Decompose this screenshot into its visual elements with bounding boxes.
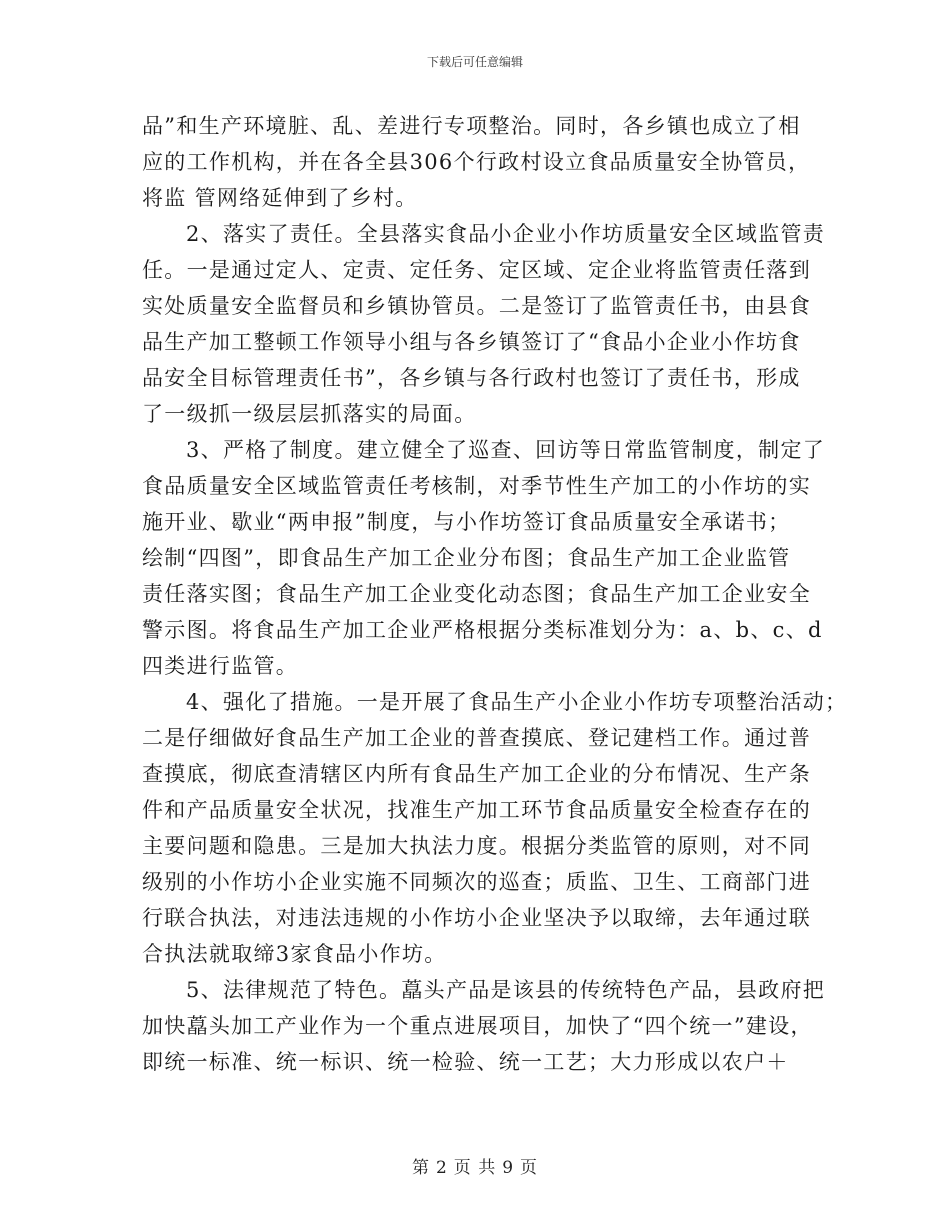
text-line: 责任落实图；食品生产加工企业变化动态图；食品生产加工企业安全 [142,582,811,606]
text-line: 绘制“四图”，即食品生产加工企业分布图；食品生产加工企业监管 [142,546,791,570]
text-line: 任。一是通过定人、定责、定任务、定区域、定企业将监管责任落到 [142,258,811,282]
text-line: 品生产加工整顿工作领导小组与各乡镇签订了“食品小企业小作坊食 [142,330,801,354]
text-line: 了一级抓一级层层抓落实的局面。 [142,402,477,426]
paragraph-start-line: 5、法律规范了特色。藠头产品是该县的传统特色产品，县政府把 [186,978,826,1002]
text-line: 品”和生产环境脏、乱、差进行专项整治。同时，各乡镇也成立了相 [142,114,801,138]
page-header: 下载后可任意编辑 [426,55,523,69]
text-line: 主要问题和隐患。三是加大执法力度。根据分类监管的原则，对不同 [142,834,811,858]
text-line: 行联合执法，对违法违规的小作坊小企业坚决予以取缔，去年通过联 [142,906,811,930]
paragraph-start-line: 4、强化了措施。一是开展了食品生产小企业小作坊专项整治活动； [186,690,848,714]
text-line: 品安全目标管理责任书”，各乡镇与各行政村也签订了责任书，形成 [142,366,801,390]
text-line: 实处质量安全监督员和乡镇协管员。二是签订了监管责任书，由县食 [142,294,811,318]
text-line: 警示图。将食品生产加工企业严格根据分类标准划分为：a、b、c、d [142,618,823,642]
text-line: 食品质量安全区域监管责任考核制，对季节性生产加工的小作坊的实 [142,474,811,498]
page-footer-middle: 页 共 [453,1158,497,1178]
text-line: 四类进行监管。 [142,654,299,678]
page-footer-suffix: 页 [520,1158,539,1178]
total-pages-number: 9 [502,1158,515,1178]
text-line: 将监 管网络延伸到了乡村。 [142,186,418,210]
text-line: 件和产品质量安全状况，找准生产加工环节食品质量安全检查存在的 [142,798,811,822]
document-body [142,108,848,1080]
text-line: 级别的小作坊小企业实施不同频次的巡查；质监、卫生、工商部门进 [142,870,811,894]
text-line: 合执法就取缔3家食品小作坊。 [142,942,447,966]
page-footer-prefix: 第 [411,1158,430,1178]
text-line: 加快藠头加工产业作为一个重点进展项目，加快了“四个统一”建设， [142,1014,813,1038]
text-line: 应的工作机构，并在各全县306个行政村设立食品质量安全协管员， [142,150,811,174]
text-line: 即统一标准、统一标识、统一检验、统一工艺；大力形成以农户＋ [142,1050,789,1074]
text-line: 施开业、歇业“两申报”制度，与小作坊签订食品质量安全承诺书； [142,510,791,534]
page-footer [0,1153,950,1178]
current-page-number: 2 [435,1158,448,1178]
paragraph-start-line: 3、严格了制度。建立健全了巡查、回访等日常监管制度，制定了 [186,438,826,462]
text-line: 二是仔细做好食品生产加工企业的普查摸底、登记建档工作。通过普 [142,726,811,750]
paragraph-start-line: 2、落实了责任。全县落实食品小企业小作坊质量安全区域监管责 [186,222,826,246]
text-line: 查摸底，彻底查清辖区内所有食品生产加工企业的分布情况、生产条 [142,762,811,786]
